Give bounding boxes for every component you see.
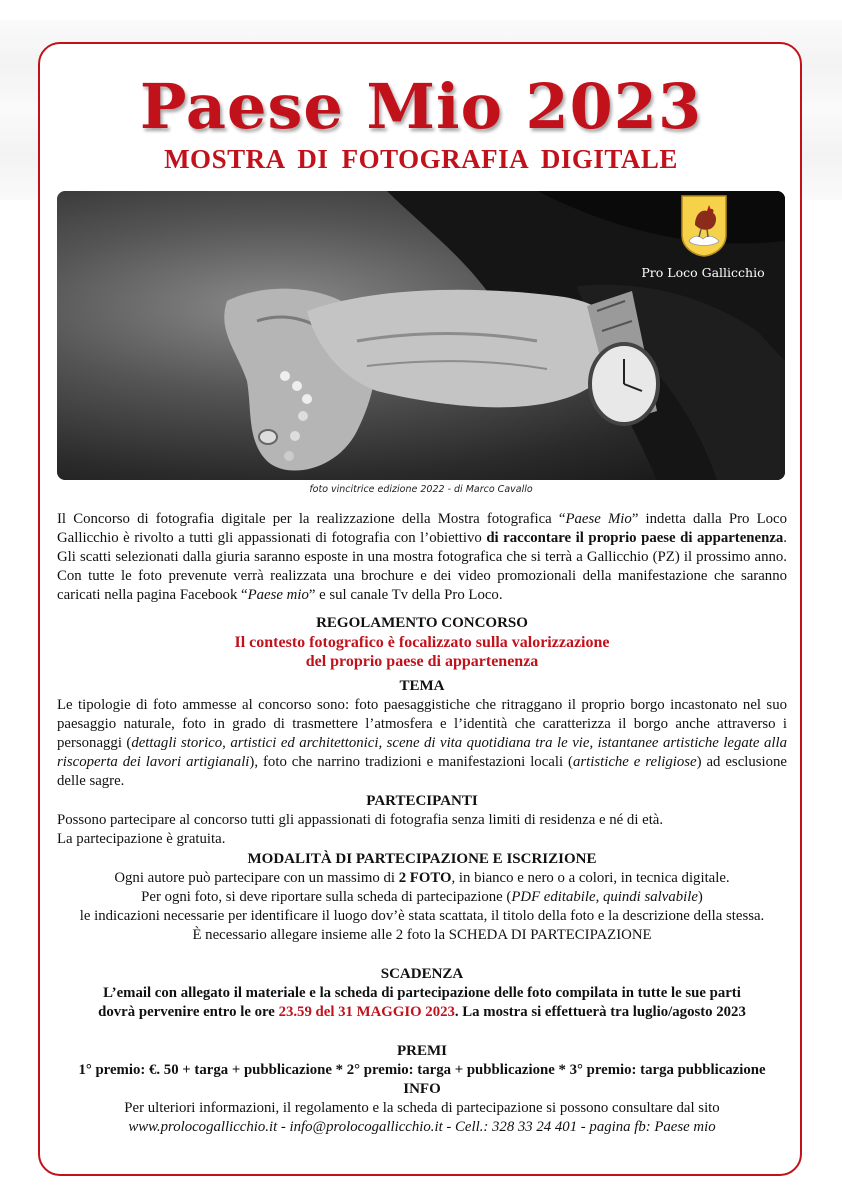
scadenza-line-1: L’email con allegato il materiale e la scheda di partecipazione delle foto compilata in tutte le sue parti (103, 985, 741, 1002)
scadenza-line-2 (57, 1003, 787, 1022)
partecipanti-section (57, 792, 787, 849)
modalita-text-2c: ) (697, 889, 703, 906)
modalita-text-1c: , in bianco e nero o a colori, in tecnica digitale. (451, 870, 730, 887)
tema-italic-1: dettagli storico, artistici ed architettonici, scene di vita quotidiana tra le vie, istantanee artistiche legate alla riscoperta dei lavori artigianali (57, 735, 787, 771)
poster-subtitle: MOSTRA DI FOTOGRAFIA DIGITALE (164, 144, 678, 174)
rooster-coat-of-arms-icon (681, 195, 727, 257)
intro-text-4: ” e sul canale Tv della Pro Loco. (308, 587, 503, 604)
info-section (57, 1080, 787, 1137)
tema-section (57, 677, 787, 792)
premi-heading: PREMI (397, 1043, 447, 1059)
scadenza-text-2a: dovrà pervenire entro le ore (98, 1004, 279, 1021)
info-contacts: www.prolocogallicchio.it - info@prolocogallicchio.it - Cell.: 328 33 24 401 - pagina fb: Paese mio (128, 1119, 716, 1136)
tema-heading: TEMA (399, 678, 445, 694)
intro-text-2: ” indetta dalla Pro Loco Gallicchio è rivolto a tutti gli appassionati di fotografia con l’obiettivo (57, 511, 787, 547)
regolamento-section (57, 614, 787, 671)
logo-label: Pro Loco Gallicchio (641, 265, 765, 280)
poster-title: Paese Mio 2023 (139, 70, 703, 143)
photo-caption: foto vincitrice edizione 2022 - di Marco Cavallo (309, 484, 533, 495)
intro-paragraph (57, 510, 787, 605)
scadenza-heading: SCADENZA (380, 966, 464, 982)
scadenza-text-2c: . La mostra si effettuerà tra luglio/agosto 2023 (454, 1004, 746, 1021)
focus-line-1: Il contesto fotografico è focalizzato sulla valorizzazione (234, 634, 610, 652)
partecipanti-heading: PARTECIPANTI (366, 793, 478, 809)
modalita-line-1 (57, 869, 787, 888)
featured-photo (57, 191, 785, 480)
tema-text-3: ) ad esclusione delle sagre. (57, 754, 787, 790)
modalita-line-2 (57, 888, 787, 907)
partecipanti-line-1: Possono partecipare al concorso tutti gli appassionati di fotografia senza limiti di residenza e né di età. (57, 812, 664, 829)
partecipanti-line-2: La partecipazione è gratuita. (57, 831, 226, 848)
modalita-text-1b: 2 FOTO (398, 870, 452, 887)
intro-text-3: . Gli scatti selezionati dalla giuria saranno esposte in una mostra fotografica che si terrà a Gallicchio (PZ) il prossimo anno. Con tutte le foto prevenute verrà realizzata una brochure e dei video promozionali della manifestazione che saranno caricati nella pagina Facebook “ (57, 530, 787, 604)
intro-text-1: Il Concorso di fotografia digitale per la realizzazione della Mostra fotografica “ (57, 511, 566, 527)
tema-text-1: Le tipologie di foto ammesse al concorso sono: foto paesaggistiche che ritraggano il proprio borgo incastonato nel suo paesaggio naturale, foto in grado di trasmettere l’atmosfera e l’identità che caratterizza il borgo anche attraverso i personaggi ( (57, 697, 787, 752)
tema-paragraph (57, 696, 787, 791)
scadenza-section (57, 965, 787, 1022)
premi-line: 1° premio: €. 50 + targa + pubblicazione * 2° premio: targa + pubblicazione * 3° premio: targa pubblicazione (78, 1062, 766, 1079)
info-line-1: Per ulteriori informazioni, il regolamento e la scheda di partecipazione si possono consultare dal sito (124, 1100, 720, 1117)
focus-line-2: del proprio paese di appartenenza (305, 653, 539, 671)
modalita-line-4: È necessario allegare insieme alle 2 foto la SCHEDA DI PARTECIPAZIONE (192, 927, 652, 944)
hands-photo-illustration (57, 191, 785, 480)
scadenza-deadline: 23.59 del 31 MAGGIO 2023 (278, 1004, 455, 1021)
regolamento-heading: REGOLAMENTO CONCORSO (316, 615, 528, 631)
modalita-section (57, 850, 787, 945)
intro-bold: di raccontare il proprio paese di appartenenza (486, 530, 784, 547)
tema-text-2: ), foto che narrino tradizioni e manifestazioni locali ( (249, 754, 573, 771)
premi-section (57, 1042, 787, 1080)
modalita-text-1a: Ogni autore può partecipare con un massimo di (114, 870, 399, 887)
intro-italic-1: Paese Mio (565, 511, 632, 527)
modalita-text-2a: Per ogni foto, si deve riportare sulla scheda di partecipazione ( (141, 889, 512, 906)
modalita-line-3: le indicazioni necessarie per identificare il luogo dov’è stata scattata, il titolo della foto e la descrizione della stessa. (79, 908, 765, 925)
modalita-heading: MODALITÀ DI PARTECIPAZIONE E ISCRIZIONE (247, 851, 597, 867)
modalita-text-2b: PDF editabile, quindi salvabile (511, 889, 698, 906)
tema-italic-2: artistiche e religiose (572, 754, 697, 771)
intro-italic-2: Paese mio (247, 587, 309, 604)
info-heading: INFO (403, 1081, 441, 1097)
